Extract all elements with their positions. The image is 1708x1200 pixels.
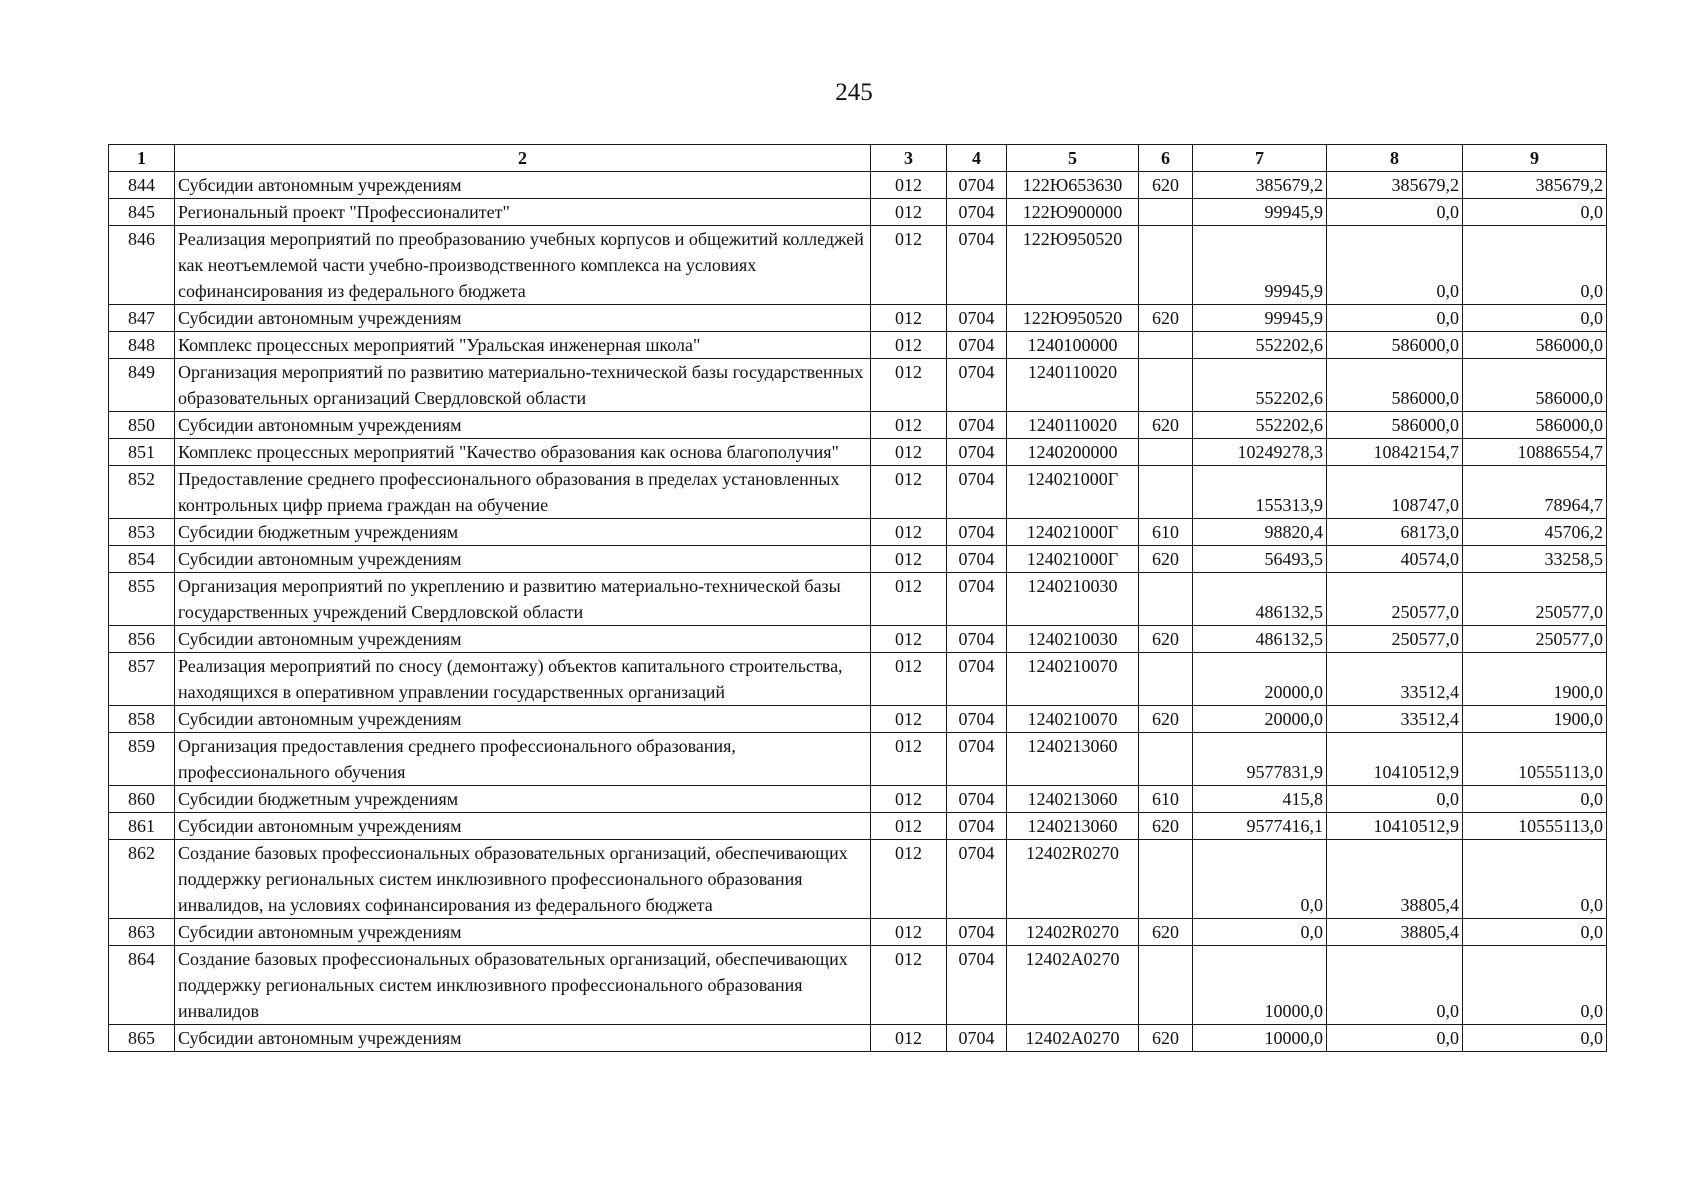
ministry-code-cell: 012 <box>871 706 947 733</box>
amount-col8-cell: 586000,0 <box>1327 332 1463 359</box>
amount-col7-cell: 20000,0 <box>1193 653 1327 706</box>
amount-col8-cell: 586000,0 <box>1327 412 1463 439</box>
amount-col7-cell: 0,0 <box>1193 919 1327 946</box>
table-row <box>109 786 1607 813</box>
ministry-code-cell: 012 <box>871 653 947 706</box>
ministry-code-cell: 012 <box>871 626 947 653</box>
row-number-cell: 845 <box>109 199 175 226</box>
amount-col9-cell: 0,0 <box>1463 226 1607 305</box>
amount-col7-cell: 99945,9 <box>1193 226 1327 305</box>
column-header: 3 <box>871 145 947 172</box>
amount-col9-cell: 0,0 <box>1463 946 1607 1025</box>
amount-col9-cell: 385679,2 <box>1463 172 1607 199</box>
table-row <box>109 332 1607 359</box>
amount-col8-cell: 0,0 <box>1327 946 1463 1025</box>
expense-type-cell <box>1139 946 1193 1025</box>
column-header: 7 <box>1193 145 1327 172</box>
amount-col7-cell: 552202,6 <box>1193 412 1327 439</box>
table-row <box>109 919 1607 946</box>
item-name-cell: Реализация мероприятий по сносу (демонтажу) объектов капитального строительства, находящихся в оперативном управлении государственных организаций <box>175 653 871 706</box>
table-row <box>109 813 1607 840</box>
row-number-cell: 856 <box>109 626 175 653</box>
column-header: 8 <box>1327 145 1463 172</box>
section-code-cell: 0704 <box>947 546 1007 573</box>
table-row <box>109 519 1607 546</box>
target-article-cell: 12402R0270 <box>1007 840 1139 919</box>
expense-type-cell: 620 <box>1139 1025 1193 1052</box>
table-row <box>109 1025 1607 1052</box>
item-name-cell: Организация мероприятий по укреплению и развитию материально-технической базы государственных учреждений Свердловской области <box>175 573 871 626</box>
amount-col9-cell: 0,0 <box>1463 1025 1607 1052</box>
section-code-cell: 0704 <box>947 332 1007 359</box>
expense-type-cell: 610 <box>1139 786 1193 813</box>
amount-col9-cell: 0,0 <box>1463 919 1607 946</box>
table-body <box>109 172 1607 1052</box>
row-number-cell: 849 <box>109 359 175 412</box>
item-name-cell: Субсидии автономным учреждениям <box>175 412 871 439</box>
amount-col8-cell: 10842154,7 <box>1327 439 1463 466</box>
table-row <box>109 626 1607 653</box>
target-article-cell: 1240210070 <box>1007 653 1139 706</box>
page-number: 245 <box>835 79 873 106</box>
ministry-code-cell: 012 <box>871 573 947 626</box>
amount-col9-cell: 586000,0 <box>1463 332 1607 359</box>
section-code-cell: 0704 <box>947 359 1007 412</box>
row-number-cell: 860 <box>109 786 175 813</box>
section-code-cell: 0704 <box>947 439 1007 466</box>
section-code-cell: 0704 <box>947 653 1007 706</box>
section-code-cell: 0704 <box>947 840 1007 919</box>
item-name-cell: Субсидии автономным учреждениям <box>175 172 871 199</box>
amount-col9-cell: 45706,2 <box>1463 519 1607 546</box>
ministry-code-cell: 012 <box>871 1025 947 1052</box>
target-article-cell: 124021000Г <box>1007 546 1139 573</box>
ministry-code-cell: 012 <box>871 305 947 332</box>
amount-col7-cell: 10249278,3 <box>1193 439 1327 466</box>
ministry-code-cell: 012 <box>871 546 947 573</box>
amount-col9-cell: 250577,0 <box>1463 626 1607 653</box>
expense-type-cell <box>1139 573 1193 626</box>
item-name-cell: Субсидии автономным учреждениям <box>175 919 871 946</box>
amount-col9-cell: 0,0 <box>1463 840 1607 919</box>
item-name-cell: Субсидии автономным учреждениям <box>175 706 871 733</box>
amount-col7-cell: 9577416,1 <box>1193 813 1327 840</box>
ministry-code-cell: 012 <box>871 840 947 919</box>
ministry-code-cell: 012 <box>871 172 947 199</box>
budget-table <box>108 144 1607 1052</box>
column-header: 2 <box>175 145 871 172</box>
section-code-cell: 0704 <box>947 172 1007 199</box>
amount-col7-cell: 20000,0 <box>1193 706 1327 733</box>
table-row <box>109 412 1607 439</box>
amount-col8-cell: 0,0 <box>1327 1025 1463 1052</box>
section-code-cell: 0704 <box>947 466 1007 519</box>
amount-col9-cell: 10555113,0 <box>1463 813 1607 840</box>
table-row <box>109 199 1607 226</box>
amount-col9-cell: 78964,7 <box>1463 466 1607 519</box>
row-number-cell: 846 <box>109 226 175 305</box>
amount-col8-cell: 0,0 <box>1327 199 1463 226</box>
target-article-cell: 1240210030 <box>1007 626 1139 653</box>
ministry-code-cell: 012 <box>871 919 947 946</box>
row-number-cell: 847 <box>109 305 175 332</box>
row-number-cell: 855 <box>109 573 175 626</box>
amount-col9-cell: 10555113,0 <box>1463 733 1607 786</box>
table-row <box>109 172 1607 199</box>
amount-col7-cell: 10000,0 <box>1193 1025 1327 1052</box>
amount-col7-cell: 99945,9 <box>1193 305 1327 332</box>
amount-col9-cell: 0,0 <box>1463 305 1607 332</box>
section-code-cell: 0704 <box>947 226 1007 305</box>
item-name-cell: Реализация мероприятий по преобразованию учебных корпусов и общежитий колледжей как неотъемлемой части учебно-производственного комплекса на условиях софинансирования из федерального бюджета <box>175 226 871 305</box>
amount-col9-cell: 1900,0 <box>1463 653 1607 706</box>
target-article-cell: 1240200000 <box>1007 439 1139 466</box>
amount-col8-cell: 10410512,9 <box>1327 813 1463 840</box>
row-number-cell: 861 <box>109 813 175 840</box>
ministry-code-cell: 012 <box>871 332 947 359</box>
amount-col9-cell: 586000,0 <box>1463 359 1607 412</box>
amount-col8-cell: 250577,0 <box>1327 626 1463 653</box>
section-code-cell: 0704 <box>947 786 1007 813</box>
expense-type-cell <box>1139 439 1193 466</box>
section-code-cell: 0704 <box>947 733 1007 786</box>
item-name-cell: Субсидии бюджетным учреждениям <box>175 786 871 813</box>
expense-type-cell: 620 <box>1139 626 1193 653</box>
expense-type-cell <box>1139 359 1193 412</box>
expense-type-cell <box>1139 840 1193 919</box>
ministry-code-cell: 012 <box>871 519 947 546</box>
expense-type-cell: 620 <box>1139 813 1193 840</box>
ministry-code-cell: 012 <box>871 786 947 813</box>
item-name-cell: Субсидии автономным учреждениям <box>175 626 871 653</box>
amount-col7-cell: 10000,0 <box>1193 946 1327 1025</box>
amount-col8-cell: 0,0 <box>1327 305 1463 332</box>
ministry-code-cell: 012 <box>871 226 947 305</box>
row-number-cell: 858 <box>109 706 175 733</box>
amount-col7-cell: 99945,9 <box>1193 199 1327 226</box>
section-code-cell: 0704 <box>947 626 1007 653</box>
expense-type-cell <box>1139 653 1193 706</box>
amount-col7-cell: 56493,5 <box>1193 546 1327 573</box>
section-code-cell: 0704 <box>947 573 1007 626</box>
expense-type-cell: 620 <box>1139 546 1193 573</box>
target-article-cell: 1240213060 <box>1007 813 1139 840</box>
section-code-cell: 0704 <box>947 199 1007 226</box>
amount-col8-cell: 385679,2 <box>1327 172 1463 199</box>
amount-col9-cell: 250577,0 <box>1463 573 1607 626</box>
table-header-row <box>109 145 1607 172</box>
amount-col7-cell: 552202,6 <box>1193 332 1327 359</box>
section-code-cell: 0704 <box>947 946 1007 1025</box>
target-article-cell: 1240210030 <box>1007 573 1139 626</box>
section-code-cell: 0704 <box>947 519 1007 546</box>
target-article-cell: 1240213060 <box>1007 786 1139 813</box>
amount-col7-cell: 98820,4 <box>1193 519 1327 546</box>
table-row <box>109 546 1607 573</box>
section-code-cell: 0704 <box>947 305 1007 332</box>
target-article-cell: 1240110020 <box>1007 412 1139 439</box>
amount-col8-cell: 33512,4 <box>1327 706 1463 733</box>
section-code-cell: 0704 <box>947 1025 1007 1052</box>
item-name-cell: Субсидии автономным учреждениям <box>175 1025 871 1052</box>
target-article-cell: 12402A0270 <box>1007 946 1139 1025</box>
table-row <box>109 840 1607 919</box>
item-name-cell: Создание базовых профессиональных образовательных организаций, обеспечивающих поддержку региональных систем инклюзивного профессионального образования инвалидов <box>175 946 871 1025</box>
amount-col7-cell: 486132,5 <box>1193 626 1327 653</box>
amount-col7-cell: 9577831,9 <box>1193 733 1327 786</box>
item-name-cell: Субсидии автономным учреждениям <box>175 305 871 332</box>
amount-col8-cell: 108747,0 <box>1327 466 1463 519</box>
expense-type-cell: 620 <box>1139 172 1193 199</box>
target-article-cell: 122Ю900000 <box>1007 199 1139 226</box>
table-row <box>109 946 1607 1025</box>
item-name-cell: Организация предоставления среднего профессионального образования, профессионального обучения <box>175 733 871 786</box>
row-number-cell: 844 <box>109 172 175 199</box>
expense-type-cell <box>1139 332 1193 359</box>
target-article-cell: 124021000Г <box>1007 519 1139 546</box>
ministry-code-cell: 012 <box>871 199 947 226</box>
expense-type-cell <box>1139 466 1193 519</box>
table-row <box>109 573 1607 626</box>
target-article-cell: 1240110020 <box>1007 359 1139 412</box>
column-header: 1 <box>109 145 175 172</box>
section-code-cell: 0704 <box>947 919 1007 946</box>
target-article-cell: 122Ю653630 <box>1007 172 1139 199</box>
table-row <box>109 466 1607 519</box>
row-number-cell: 862 <box>109 840 175 919</box>
amount-col8-cell: 38805,4 <box>1327 919 1463 946</box>
amount-col7-cell: 0,0 <box>1193 840 1327 919</box>
target-article-cell: 1240213060 <box>1007 733 1139 786</box>
expense-type-cell: 620 <box>1139 919 1193 946</box>
table-row <box>109 305 1607 332</box>
target-article-cell: 1240210070 <box>1007 706 1139 733</box>
target-article-cell: 122Ю950520 <box>1007 226 1139 305</box>
amount-col8-cell: 0,0 <box>1327 226 1463 305</box>
amount-col8-cell: 68173,0 <box>1327 519 1463 546</box>
amount-col8-cell: 10410512,9 <box>1327 733 1463 786</box>
target-article-cell: 1240100000 <box>1007 332 1139 359</box>
table-row <box>109 439 1607 466</box>
row-number-cell: 859 <box>109 733 175 786</box>
target-article-cell: 122Ю950520 <box>1007 305 1139 332</box>
amount-col8-cell: 38805,4 <box>1327 840 1463 919</box>
table-row <box>109 359 1607 412</box>
ministry-code-cell: 012 <box>871 439 947 466</box>
amount-col8-cell: 33512,4 <box>1327 653 1463 706</box>
amount-col9-cell: 586000,0 <box>1463 412 1607 439</box>
target-article-cell: 124021000Г <box>1007 466 1139 519</box>
amount-col9-cell: 0,0 <box>1463 786 1607 813</box>
expense-type-cell: 620 <box>1139 706 1193 733</box>
ministry-code-cell: 012 <box>871 813 947 840</box>
ministry-code-cell: 012 <box>871 946 947 1025</box>
table-row <box>109 733 1607 786</box>
expense-type-cell: 620 <box>1139 305 1193 332</box>
item-name-cell: Комплекс процессных мероприятий "Уральская инженерная школа" <box>175 332 871 359</box>
amount-col9-cell: 10886554,7 <box>1463 439 1607 466</box>
amount-col7-cell: 385679,2 <box>1193 172 1327 199</box>
amount-col8-cell: 250577,0 <box>1327 573 1463 626</box>
section-code-cell: 0704 <box>947 412 1007 439</box>
row-number-cell: 864 <box>109 946 175 1025</box>
item-name-cell: Субсидии автономным учреждениям <box>175 546 871 573</box>
column-header: 4 <box>947 145 1007 172</box>
amount-col7-cell: 155313,9 <box>1193 466 1327 519</box>
item-name-cell: Субсидии автономным учреждениям <box>175 813 871 840</box>
item-name-cell: Региональный проект "Профессионалитет" <box>175 199 871 226</box>
item-name-cell: Организация мероприятий по развитию материально-технической базы государственных образовательных организаций Свердловской области <box>175 359 871 412</box>
amount-col8-cell: 0,0 <box>1327 786 1463 813</box>
row-number-cell: 854 <box>109 546 175 573</box>
column-header: 9 <box>1463 145 1607 172</box>
expense-type-cell <box>1139 226 1193 305</box>
amount-col9-cell: 0,0 <box>1463 199 1607 226</box>
table-row <box>109 653 1607 706</box>
expense-type-cell: 610 <box>1139 519 1193 546</box>
row-number-cell: 863 <box>109 919 175 946</box>
row-number-cell: 851 <box>109 439 175 466</box>
expense-type-cell <box>1139 733 1193 786</box>
item-name-cell: Создание базовых профессиональных образовательных организаций, обеспечивающих поддержку региональных систем инклюзивного профессионального образования инвалидов, на условиях софинансирования из федерального бюджета <box>175 840 871 919</box>
amount-col8-cell: 586000,0 <box>1327 359 1463 412</box>
row-number-cell: 865 <box>109 1025 175 1052</box>
item-name-cell: Комплекс процессных мероприятий "Качество образования как основа благополучия" <box>175 439 871 466</box>
item-name-cell: Субсидии бюджетным учреждениям <box>175 519 871 546</box>
row-number-cell: 850 <box>109 412 175 439</box>
amount-col7-cell: 486132,5 <box>1193 573 1327 626</box>
section-code-cell: 0704 <box>947 706 1007 733</box>
expense-type-cell: 620 <box>1139 412 1193 439</box>
row-number-cell: 857 <box>109 653 175 706</box>
row-number-cell: 848 <box>109 332 175 359</box>
column-header: 6 <box>1139 145 1193 172</box>
amount-col8-cell: 40574,0 <box>1327 546 1463 573</box>
target-article-cell: 12402R0270 <box>1007 919 1139 946</box>
amount-col7-cell: 552202,6 <box>1193 359 1327 412</box>
ministry-code-cell: 012 <box>871 412 947 439</box>
row-number-cell: 852 <box>109 466 175 519</box>
amount-col9-cell: 33258,5 <box>1463 546 1607 573</box>
row-number-cell: 853 <box>109 519 175 546</box>
ministry-code-cell: 012 <box>871 733 947 786</box>
section-code-cell: 0704 <box>947 813 1007 840</box>
amount-col9-cell: 1900,0 <box>1463 706 1607 733</box>
target-article-cell: 12402A0270 <box>1007 1025 1139 1052</box>
amount-col7-cell: 415,8 <box>1193 786 1327 813</box>
expense-type-cell <box>1139 199 1193 226</box>
ministry-code-cell: 012 <box>871 359 947 412</box>
item-name-cell: Предоставление среднего профессионального образования в пределах установленных контрольных цифр приема граждан на обучение <box>175 466 871 519</box>
table-row <box>109 706 1607 733</box>
table-row <box>109 226 1607 305</box>
column-header: 5 <box>1007 145 1139 172</box>
ministry-code-cell: 012 <box>871 466 947 519</box>
